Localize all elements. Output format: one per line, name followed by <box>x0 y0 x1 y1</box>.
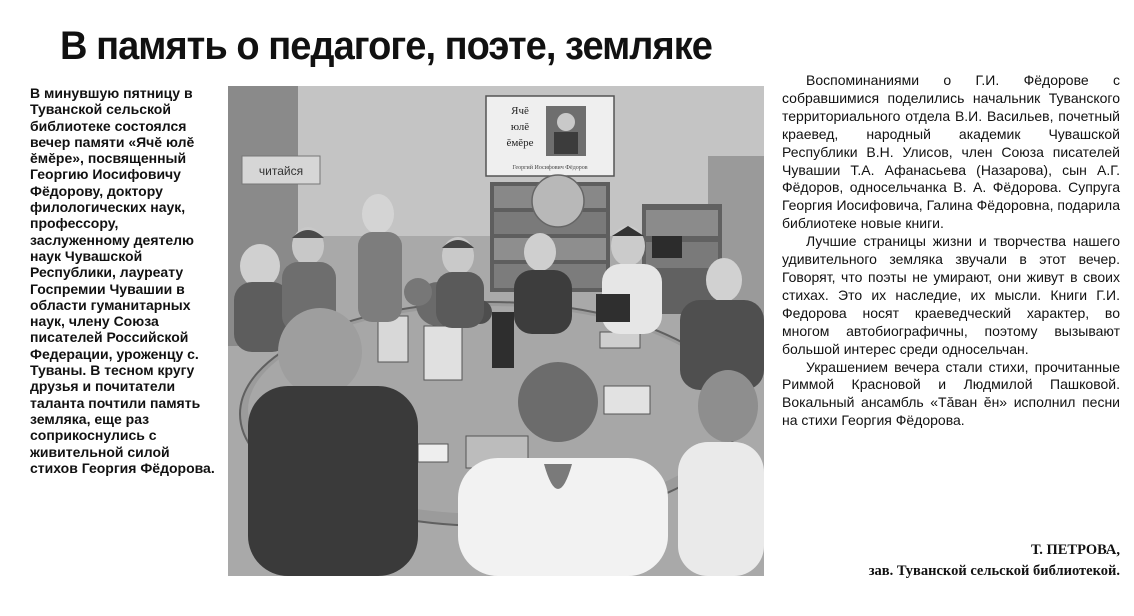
svg-text:юлĕ: юлĕ <box>510 121 530 133</box>
article-photo <box>228 86 764 576</box>
author-title: зав. Туванской сельской библиотекой. <box>868 563 1120 579</box>
lead-paragraph: В минувшую пятницу в Туванской сельской библиотеке состоялся вечер памяти «Ячĕ юлĕ ĕмĕре», посвященный Георгию Иосифовичу Фёдорову, доктору филологических наук, профессору, заслуженному деятелю наук Чувашской Республики, лауреату Госпремии Чувашии в области гуманитарных наук, члену Союза писателей Российской Федерации, уроженцу с. Туваны. В тесном кругу друзья и почитатели таланта почтили память земляка, еще раз соприкоснулись с живительной силой стихов Георгия Фёдорова. <box>30 85 215 476</box>
article-body <box>782 72 1120 430</box>
decor-board <box>532 175 584 227</box>
body-paragraph: Лучшие страницы жизни и творчества нашего удивительного земляка звучали в этот вечер. Говорят, что поэты не умирают, они живут в своих стихах. Это их наследие, их мысли. Книги Г.И. Федорова носят краеведческий характер, во многом автобиографичны, поэтому вызывают большой интерес среди односельчан. <box>782 233 1120 357</box>
author-name: Т. ПЕТРОВА, <box>1031 542 1120 558</box>
body-paragraph: Украшением вечера стали стихи, прочитанные Риммой Красновой и Людмилой Пашковой. Вокальный ансамбль «Тăван ĕн» исполнил песни на стихи Георгия Фёдорова. <box>782 358 1120 429</box>
svg-text:Ячĕ: Ячĕ <box>511 105 529 117</box>
author-signature <box>760 540 1120 582</box>
memorial-banner <box>486 96 614 176</box>
headline: В память о педагоге, поэте, земляке <box>60 24 712 68</box>
monitor <box>652 236 682 258</box>
svg-text:ĕмĕре: ĕмĕре <box>506 137 534 149</box>
svg-text:Георгий Иосифович Фёдоров: Георгий Иосифович Фёдоров <box>512 165 588 171</box>
svg-text:читайся: читайся <box>258 164 304 178</box>
wall-sign <box>242 156 320 184</box>
body-paragraph: Воспоминаниями о Г.И. Фёдорове с собравшимися поделились начальник Туванского территориального отдела В.И. Васильев, почетный краевед, народный академик Чувашской Республики В.Н. Улисов, член Союза писателей Чувашии Т.А. Афанасьева (Назарова), сын А.Г. Фёдоров, односельчанка В. А. Фёдорова. Супруга Георгия Иосифовича, Галина Фёдоровна, подарила библиотеке новые книги. <box>782 72 1120 232</box>
